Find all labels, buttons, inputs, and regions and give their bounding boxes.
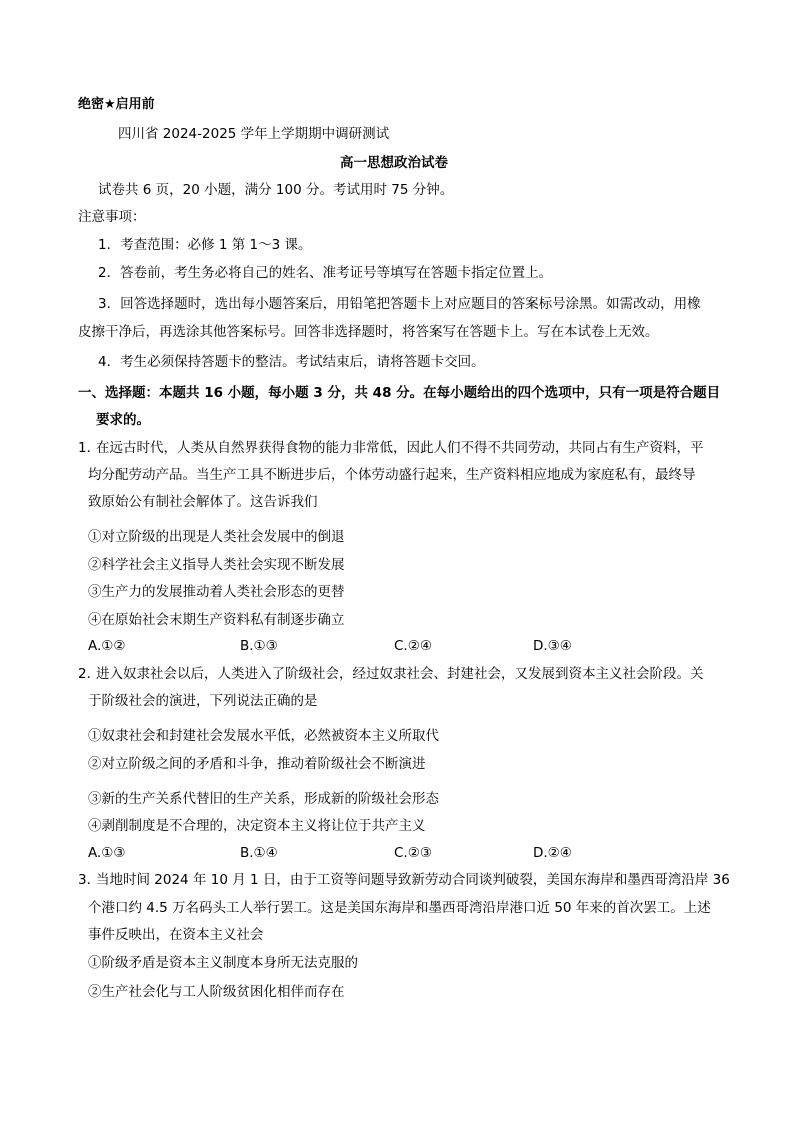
question-1-statement-3: ③生产力的发展推动着人类社会形态的更替 [88,584,345,600]
question-2-statement-1: ①奴隶社会和封建社会发展水平低，必然被资本主义所取代 [88,728,439,744]
note-1: 1．考查范围：必修 1 第 1～3 课。 [98,237,312,253]
notes-heading: 注意事项： [78,209,146,225]
subject-title: 高一思想政治试卷 [340,155,448,171]
exam-info: 试卷共 6 页，20 小题，满分 100 分。考试用时 75 分钟。 [98,182,454,198]
section-heading-line-1: 一、选择题：本题共 16 小题，每小题 3 分，共 48 分。在每小题给出的四个选项中，只有一项是符合题目 [78,385,721,401]
option-a[interactable]: A.①③ [88,845,126,861]
option-b[interactable]: B.①④ [240,845,278,861]
question-1-statement-4: ④在原始社会末期生产资料私有制逐步确立 [88,612,345,628]
option-c[interactable]: C.②④ [394,638,432,654]
question-2-statement-4: ④剥削制度是不合理的，决定资本主义将让位于共产主义 [88,818,426,834]
option-d[interactable]: D.②④ [533,845,572,861]
question-1-stem-line-1: 在远古时代，人类从自然界获得食物的能力非常低，因此人们不得不共同劳动，共同占有生产资料，平 [96,440,704,456]
option-d[interactable]: D.③④ [533,638,572,654]
question-2-statement-2: ②对立阶级之间的矛盾和斗争，推动着阶级社会不断演进 [88,756,426,772]
note-2: 2．答卷前，考生务必将自己的姓名、准考证号等填写在答题卡指定位置上。 [98,265,553,281]
question-3-statement-1: ①阶级矛盾是资本主义制度本身所无法克服的 [88,955,358,971]
question-2-statement-3: ③新的生产关系代替旧的生产关系，形成新的阶级社会形态 [88,791,439,807]
question-number: 3． [78,872,101,888]
question-number: 1． [78,440,101,456]
note-3-line-2: 皮擦干净后，再选涂其他答案标号。回答非选择题时，将答案写在答题卡上。写在本试卷上无效。 [78,324,659,340]
question-3-statement-2: ②生产社会化与工人阶级贫困化相伴而存在 [88,984,345,1000]
option-b[interactable]: B.①③ [240,638,278,654]
question-1-stem-line-3: 致原始公有制社会解体了。这告诉我们 [88,494,318,510]
question-3-stem-line-1: 当地时间 2024 年 10 月 1 日，由于工资等问题导致新劳动合同谈判破裂，美国东海岸和墨西哥湾沿岸 36 [96,872,730,888]
exam-title: 四川省 2024-2025 学年上学期期中调研测试 [118,126,390,142]
question-2-stem-line-2: 于阶级社会的演进，下列说法正确的是 [88,693,318,709]
section-heading-line-2: 要求的。 [96,412,150,428]
question-3-stem-line-2: 个港口约 4.5 万名码头工人举行罢工。这是美国东海岸和墨西哥湾沿岸港口近 50 年来的首次罢工。上述 [88,900,711,916]
note-4: 4．考生必须保持答题卡的整洁。考试结束后，请将答题卡交回。 [98,354,485,370]
confidential-label: 绝密★启用前 [78,97,155,112]
question-1-statement-2: ②科学社会主义指导人类社会实现不断发展 [88,557,345,573]
option-a[interactable]: A.①② [88,638,126,654]
question-1-stem-line-2: 均分配劳动产品。当生产工具不断进步后，个体劳动盛行起来，生产资料相应地成为家庭私有，最终导 [88,467,696,483]
option-c[interactable]: C.②③ [394,845,432,861]
note-3-line-1: 3．回答选择题时，选出每小题答案后，用铅笔把答题卡上对应题目的答案标号涂黑。如需改动，用橡 [98,296,701,312]
question-2-stem-line-1: 进入奴隶社会以后，人类进入了阶级社会，经过奴隶社会、封建社会，又发展到资本主义社会阶段。关 [96,666,704,682]
question-3-stem-line-3: 事件反映出，在资本主义社会 [88,927,264,943]
question-1-statement-1: ①对立阶级的出现是人类社会发展中的倒退 [88,529,345,545]
question-number: 2． [78,666,101,682]
